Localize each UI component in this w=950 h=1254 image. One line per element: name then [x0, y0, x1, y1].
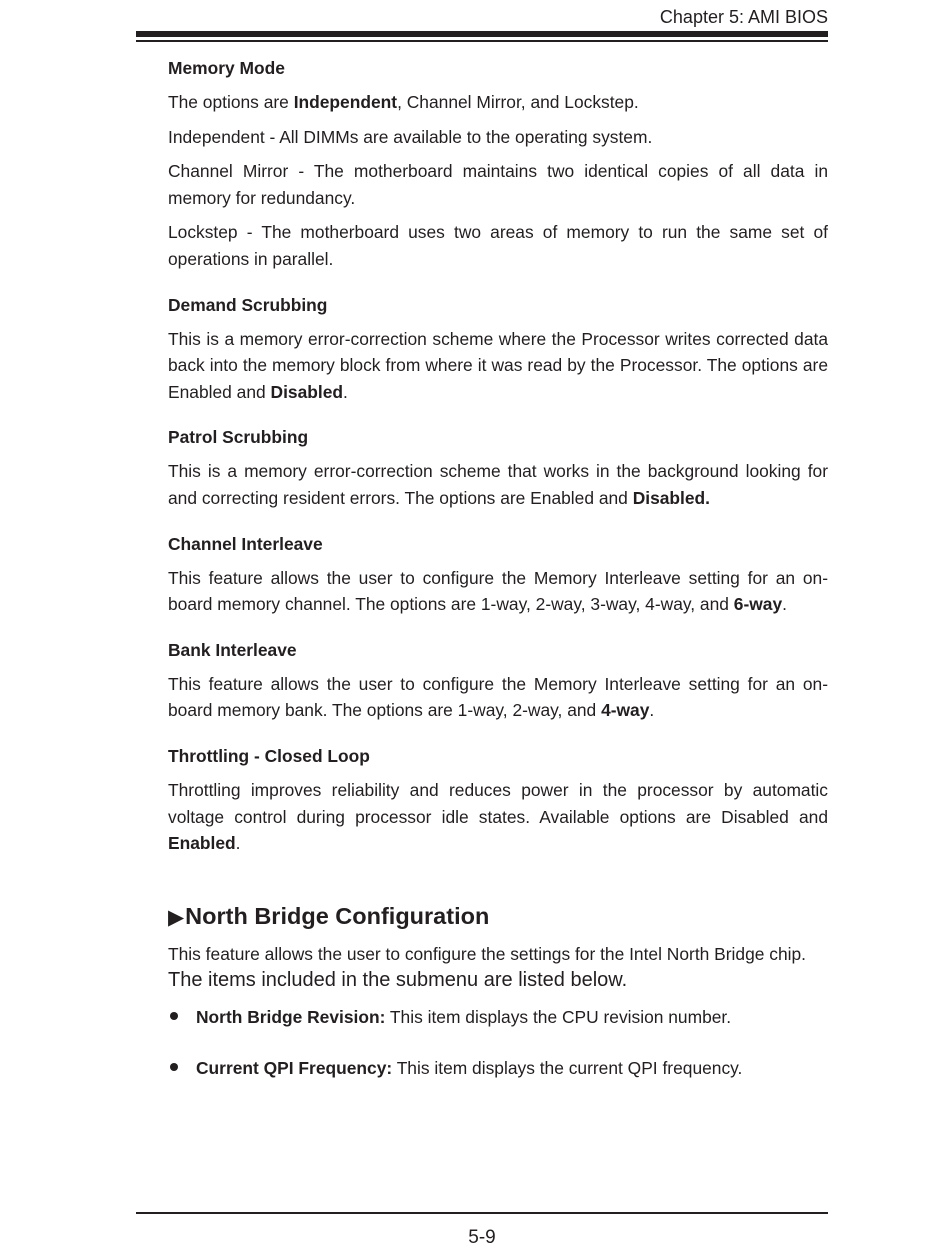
patrol-scrubbing-text: This is a memory error-correction scheme that works in the background looking for and correcting resident errors. The options are Enabled and Disabled. — [168, 461, 828, 508]
memory-mode-independent: Independent - All DIMMs are available to the operating system. — [168, 126, 653, 147]
patrol-scrubbing-heading: Patrol Scrubbing — [168, 427, 309, 448]
memory-mode-options: The options are Independent, Channel Mirror, and Lockstep. — [168, 92, 639, 112]
memory-mode-lockstep: Lockstep - The motherboard uses two areas of memory to run the same set of operations in parallel. — [168, 222, 828, 269]
list-item: Current QPI Frequency: This item displays the current QPI frequency. — [168, 1055, 828, 1081]
memory-mode-heading: Memory Mode — [168, 58, 285, 78]
throttling-heading: Throttling - Closed Loop — [168, 745, 370, 766]
north-bridge-description — [168, 941, 838, 993]
demand-scrubbing-heading: Demand Scrubbing — [168, 294, 328, 315]
channel-interleave-text: This feature allows the user to configure the Memory Interleave setting for an on-board memory channel. The options are 1-way, 2-way, 3-way, 4-way, and 6-way. — [168, 567, 828, 615]
north-bridge-heading: ▶North Bridge Configuration — [168, 903, 490, 929]
footer-rule — [136, 1212, 828, 1214]
channel-interleave-heading: Channel Interleave — [168, 533, 323, 554]
memory-mode-channel-mirror: Channel Mirror - The motherboard maintains two identical copies of all data in memory for redundancy. — [168, 161, 828, 208]
header-rule-thin — [136, 40, 828, 42]
north-bridge-desc-line1: This feature allows the user to configure the settings for the Intel North Bridge chip. — [168, 944, 806, 964]
north-bridge-item-list — [168, 1004, 828, 1081]
bullet-icon — [170, 1012, 178, 1020]
throttling-text: Throttling improves reliability and reduces power in the processor by automatic voltage control during processor idle states. Available options are Disabled and Enabled. — [168, 779, 828, 854]
header-rule-thick — [136, 31, 828, 37]
demand-scrubbing-text: This is a memory error-correction scheme where the Processor writes corrected data back into the memory block from where it was read by the Processor. The options are Enabled and Disabled. — [168, 328, 828, 402]
bank-interleave-text: This feature allows the user to configure the Memory Interleave setting for an on-board memory bank. The options are 1-way, 2-way, and 4-way. — [168, 673, 828, 721]
triangle-right-icon: ▶ — [168, 906, 185, 929]
main-content — [168, 55, 828, 857]
bullet-icon — [170, 1063, 178, 1071]
page-number: 5-9 — [468, 1227, 496, 1248]
list-item: North Bridge Revision: This item displays the CPU revision number. — [168, 1004, 828, 1030]
chapter-header: Chapter 5: AMI BIOS — [659, 7, 828, 27]
bank-interleave-heading: Bank Interleave — [168, 639, 297, 660]
north-bridge-desc-line2: The items included in the submenu are listed below. — [168, 969, 628, 991]
